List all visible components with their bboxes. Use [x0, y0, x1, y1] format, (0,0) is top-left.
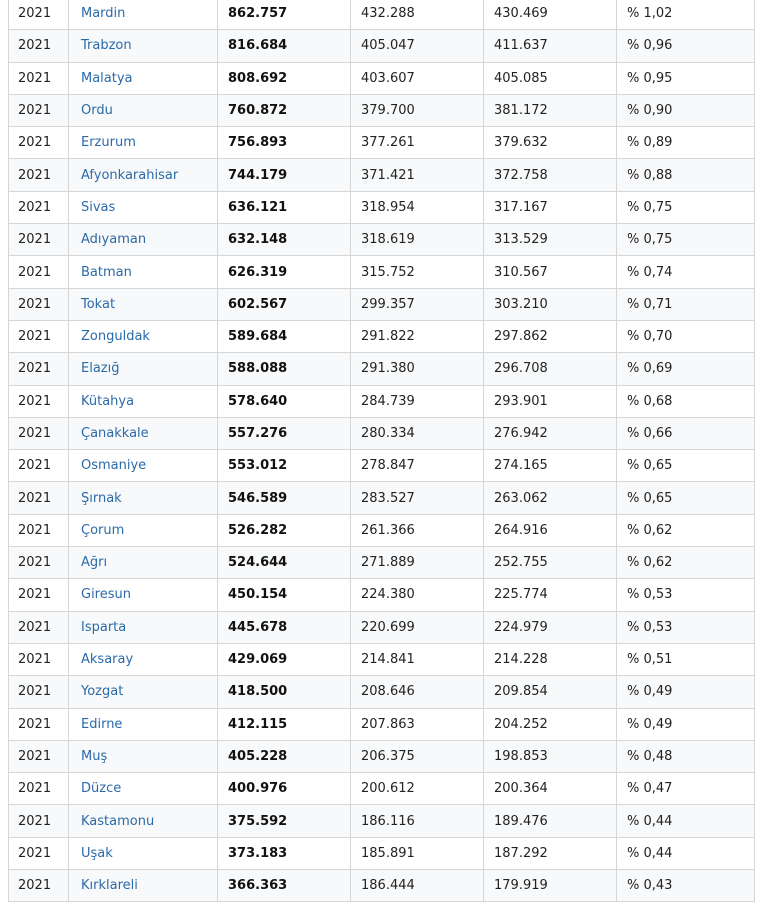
total-population-cell: 557.276	[218, 417, 351, 449]
table-row	[9, 224, 755, 256]
city-link[interactable]: Yozgat	[69, 676, 218, 708]
total-population-cell: 429.069	[218, 643, 351, 675]
table-row	[9, 62, 755, 94]
male-population-cell: 379.700	[351, 94, 484, 126]
city-link[interactable]: Muş	[69, 740, 218, 772]
share-cell: % 0,65	[617, 450, 755, 482]
share-cell: % 0,49	[617, 708, 755, 740]
city-link[interactable]: Adıyaman	[69, 224, 218, 256]
share-cell: % 0,96	[617, 30, 755, 62]
total-population-cell: 412.115	[218, 708, 351, 740]
population-table	[8, 0, 755, 902]
male-population-cell: 403.607	[351, 62, 484, 94]
male-population-cell: 224.380	[351, 579, 484, 611]
table-row	[9, 514, 755, 546]
male-population-cell: 318.619	[351, 224, 484, 256]
female-population-cell: 296.708	[484, 353, 617, 385]
year-cell: 2021	[9, 30, 69, 62]
male-population-cell: 280.334	[351, 417, 484, 449]
share-cell: % 0,53	[617, 611, 755, 643]
year-cell: 2021	[9, 353, 69, 385]
male-population-cell: 186.116	[351, 805, 484, 837]
female-population-cell: 276.942	[484, 417, 617, 449]
table-row	[9, 127, 755, 159]
city-link[interactable]: Osmaniye	[69, 450, 218, 482]
male-population-cell: 318.954	[351, 191, 484, 223]
year-cell: 2021	[9, 547, 69, 579]
table-row	[9, 579, 755, 611]
male-population-cell: 261.366	[351, 514, 484, 546]
total-population-cell: 602.567	[218, 288, 351, 320]
city-link[interactable]: Uşak	[69, 837, 218, 869]
male-population-cell: 206.375	[351, 740, 484, 772]
table-body	[9, 0, 755, 902]
female-population-cell: 313.529	[484, 224, 617, 256]
table-row	[9, 676, 755, 708]
city-link[interactable]: Çorum	[69, 514, 218, 546]
share-cell: % 0,66	[617, 417, 755, 449]
total-population-cell: 445.678	[218, 611, 351, 643]
female-population-cell: 198.853	[484, 740, 617, 772]
city-link[interactable]: Batman	[69, 256, 218, 288]
male-population-cell: 299.357	[351, 288, 484, 320]
share-cell: % 0,70	[617, 320, 755, 352]
male-population-cell: 271.889	[351, 547, 484, 579]
city-link[interactable]: Isparta	[69, 611, 218, 643]
total-population-cell: 816.684	[218, 30, 351, 62]
table-row	[9, 191, 755, 223]
city-link[interactable]: Elazığ	[69, 353, 218, 385]
year-cell: 2021	[9, 579, 69, 611]
share-cell: % 0,71	[617, 288, 755, 320]
share-cell: % 0,95	[617, 62, 755, 94]
total-population-cell: 808.692	[218, 62, 351, 94]
table-row	[9, 805, 755, 837]
share-cell: % 0,68	[617, 385, 755, 417]
female-population-cell: 303.210	[484, 288, 617, 320]
year-cell: 2021	[9, 805, 69, 837]
year-cell: 2021	[9, 62, 69, 94]
table-row	[9, 708, 755, 740]
city-link[interactable]: Aksaray	[69, 643, 218, 675]
year-cell: 2021	[9, 708, 69, 740]
table-row	[9, 417, 755, 449]
total-population-cell: 450.154	[218, 579, 351, 611]
share-cell: % 0,43	[617, 870, 755, 902]
year-cell: 2021	[9, 159, 69, 191]
female-population-cell: 310.567	[484, 256, 617, 288]
total-population-cell: 418.500	[218, 676, 351, 708]
share-cell: % 0,75	[617, 224, 755, 256]
female-population-cell: 214.228	[484, 643, 617, 675]
male-population-cell: 220.699	[351, 611, 484, 643]
city-link[interactable]: Tokat	[69, 288, 218, 320]
female-population-cell: 204.252	[484, 708, 617, 740]
year-cell: 2021	[9, 740, 69, 772]
male-population-cell: 371.421	[351, 159, 484, 191]
city-link[interactable]: Düzce	[69, 773, 218, 805]
total-population-cell: 578.640	[218, 385, 351, 417]
male-population-cell: 291.380	[351, 353, 484, 385]
table-row	[9, 288, 755, 320]
city-link[interactable]: Edirne	[69, 708, 218, 740]
total-population-cell: 862.757	[218, 0, 351, 30]
total-population-cell: 760.872	[218, 94, 351, 126]
year-cell: 2021	[9, 191, 69, 223]
year-cell: 2021	[9, 611, 69, 643]
total-population-cell: 373.183	[218, 837, 351, 869]
share-cell: % 0,89	[617, 127, 755, 159]
city-link[interactable]: Zonguldak	[69, 320, 218, 352]
female-population-cell: 381.172	[484, 94, 617, 126]
female-population-cell: 189.476	[484, 805, 617, 837]
year-cell: 2021	[9, 94, 69, 126]
year-cell: 2021	[9, 320, 69, 352]
year-cell: 2021	[9, 450, 69, 482]
year-cell: 2021	[9, 482, 69, 514]
female-population-cell: 200.364	[484, 773, 617, 805]
table-row	[9, 870, 755, 902]
female-population-cell: 293.901	[484, 385, 617, 417]
city-link[interactable]: Ağrı	[69, 547, 218, 579]
female-population-cell: 264.916	[484, 514, 617, 546]
total-population-cell: 589.684	[218, 320, 351, 352]
share-cell: % 0,53	[617, 579, 755, 611]
table-row	[9, 773, 755, 805]
year-cell: 2021	[9, 773, 69, 805]
share-cell: % 0,62	[617, 514, 755, 546]
city-link[interactable]: Mardin	[69, 0, 218, 30]
share-cell: % 0,62	[617, 547, 755, 579]
male-population-cell: 284.739	[351, 385, 484, 417]
population-table-container	[8, 0, 754, 902]
male-population-cell: 207.863	[351, 708, 484, 740]
city-link[interactable]: Kütahya	[69, 385, 218, 417]
female-population-cell: 411.637	[484, 30, 617, 62]
table-row	[9, 547, 755, 579]
year-cell: 2021	[9, 643, 69, 675]
female-population-cell: 297.862	[484, 320, 617, 352]
table-row	[9, 837, 755, 869]
table-row	[9, 353, 755, 385]
city-link[interactable]: Giresun	[69, 579, 218, 611]
year-cell: 2021	[9, 676, 69, 708]
female-population-cell: 405.085	[484, 62, 617, 94]
male-population-cell: 208.646	[351, 676, 484, 708]
year-cell: 2021	[9, 288, 69, 320]
year-cell: 2021	[9, 127, 69, 159]
city-link[interactable]: Kastamonu	[69, 805, 218, 837]
total-population-cell: 588.088	[218, 353, 351, 385]
female-population-cell: 430.469	[484, 0, 617, 30]
female-population-cell: 225.774	[484, 579, 617, 611]
share-cell: % 0,44	[617, 837, 755, 869]
male-population-cell: 185.891	[351, 837, 484, 869]
table-row	[9, 94, 755, 126]
city-link[interactable]: Malatya	[69, 62, 218, 94]
year-cell: 2021	[9, 870, 69, 902]
table-row	[9, 256, 755, 288]
female-population-cell: 179.919	[484, 870, 617, 902]
share-cell: % 0,44	[617, 805, 755, 837]
total-population-cell: 744.179	[218, 159, 351, 191]
city-link[interactable]: Kırklareli	[69, 870, 218, 902]
table-row	[9, 740, 755, 772]
female-population-cell: 372.758	[484, 159, 617, 191]
city-link[interactable]: Sivas	[69, 191, 218, 223]
male-population-cell: 186.444	[351, 870, 484, 902]
total-population-cell: 626.319	[218, 256, 351, 288]
male-population-cell: 278.847	[351, 450, 484, 482]
male-population-cell: 405.047	[351, 30, 484, 62]
city-link[interactable]: Şırnak	[69, 482, 218, 514]
male-population-cell: 432.288	[351, 0, 484, 30]
male-population-cell: 283.527	[351, 482, 484, 514]
total-population-cell: 546.589	[218, 482, 351, 514]
male-population-cell: 291.822	[351, 320, 484, 352]
year-cell: 2021	[9, 417, 69, 449]
share-cell: % 0,74	[617, 256, 755, 288]
total-population-cell: 756.893	[218, 127, 351, 159]
total-population-cell: 400.976	[218, 773, 351, 805]
female-population-cell: 263.062	[484, 482, 617, 514]
male-population-cell: 214.841	[351, 643, 484, 675]
table-row	[9, 30, 755, 62]
year-cell: 2021	[9, 385, 69, 417]
total-population-cell: 375.592	[218, 805, 351, 837]
share-cell: % 1,02	[617, 0, 755, 30]
total-population-cell: 405.228	[218, 740, 351, 772]
male-population-cell: 315.752	[351, 256, 484, 288]
female-population-cell: 317.167	[484, 191, 617, 223]
city-link[interactable]: Afyonkarahisar	[69, 159, 218, 191]
female-population-cell: 187.292	[484, 837, 617, 869]
share-cell: % 0,90	[617, 94, 755, 126]
total-population-cell: 524.644	[218, 547, 351, 579]
share-cell: % 0,69	[617, 353, 755, 385]
city-link[interactable]: Çanakkale	[69, 417, 218, 449]
total-population-cell: 526.282	[218, 514, 351, 546]
share-cell: % 0,47	[617, 773, 755, 805]
year-cell: 2021	[9, 256, 69, 288]
total-population-cell: 632.148	[218, 224, 351, 256]
share-cell: % 0,88	[617, 159, 755, 191]
share-cell: % 0,75	[617, 191, 755, 223]
city-link[interactable]: Trabzon	[69, 30, 218, 62]
table-row	[9, 611, 755, 643]
table-row	[9, 0, 755, 30]
table-row	[9, 450, 755, 482]
female-population-cell: 224.979	[484, 611, 617, 643]
female-population-cell: 252.755	[484, 547, 617, 579]
total-population-cell: 553.012	[218, 450, 351, 482]
city-link[interactable]: Erzurum	[69, 127, 218, 159]
female-population-cell: 274.165	[484, 450, 617, 482]
table-row	[9, 643, 755, 675]
male-population-cell: 377.261	[351, 127, 484, 159]
table-row	[9, 320, 755, 352]
total-population-cell: 636.121	[218, 191, 351, 223]
share-cell: % 0,49	[617, 676, 755, 708]
female-population-cell: 209.854	[484, 676, 617, 708]
share-cell: % 0,65	[617, 482, 755, 514]
share-cell: % 0,48	[617, 740, 755, 772]
table-row	[9, 482, 755, 514]
year-cell: 2021	[9, 224, 69, 256]
table-row	[9, 159, 755, 191]
table-row	[9, 385, 755, 417]
total-population-cell: 366.363	[218, 870, 351, 902]
year-cell: 2021	[9, 837, 69, 869]
share-cell: % 0,51	[617, 643, 755, 675]
year-cell: 2021	[9, 0, 69, 30]
city-link[interactable]: Ordu	[69, 94, 218, 126]
male-population-cell: 200.612	[351, 773, 484, 805]
year-cell: 2021	[9, 514, 69, 546]
female-population-cell: 379.632	[484, 127, 617, 159]
